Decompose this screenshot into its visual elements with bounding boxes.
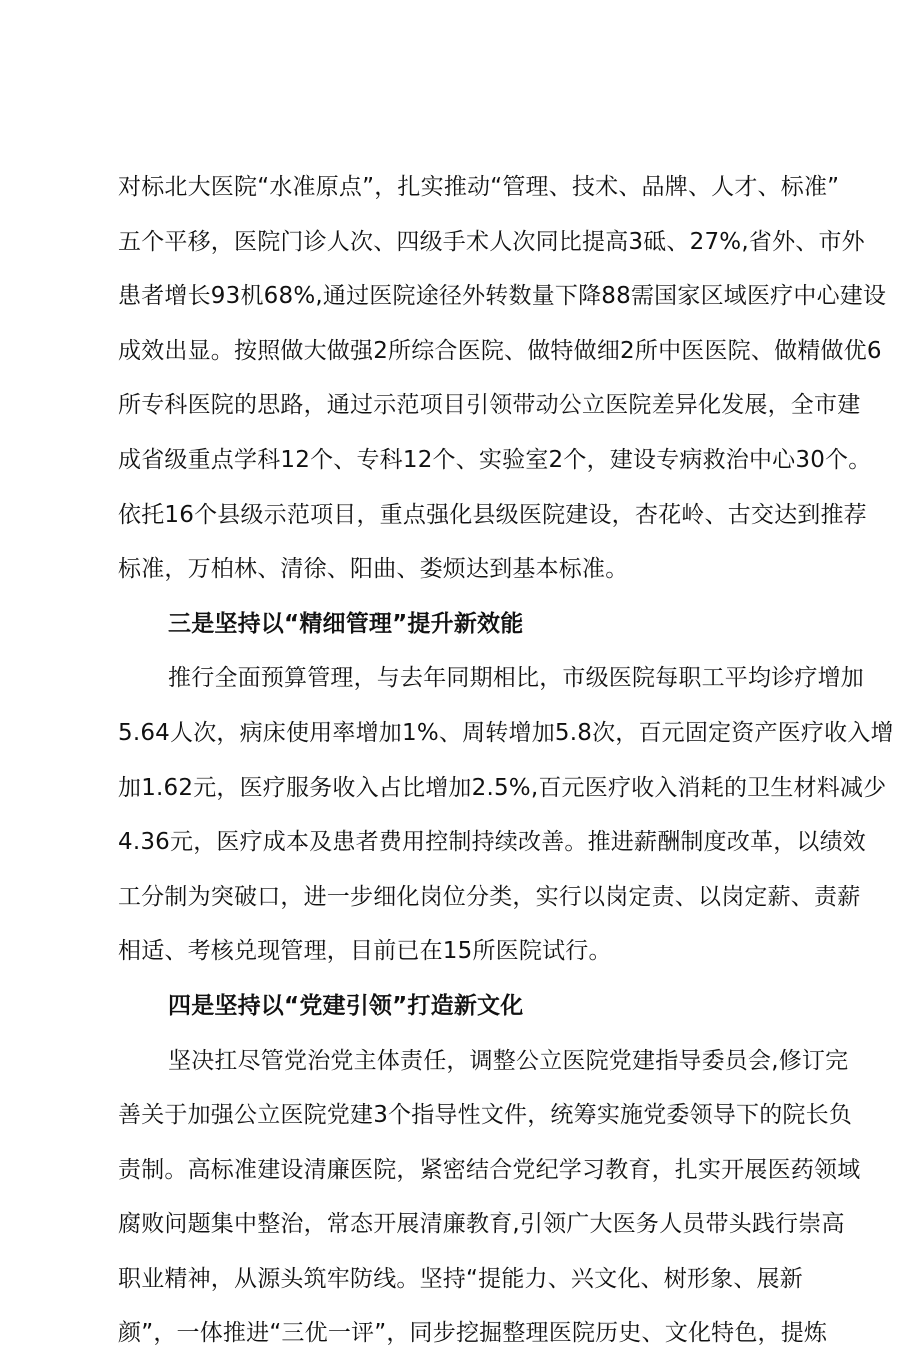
paragraph-line: 颜”，一体推进“三优一评”，同步挖掘整理医院历史、文化特色，提炼	[118, 1320, 828, 1347]
paragraph-line: 坚决扛尽管党治党主体责任，调整公立医院党建指导委员会,修订完	[168, 1047, 849, 1074]
paragraph-line: 工分制为突破口，进一步细化岗位分类，实行以岗定责、以岗定薪、责薪	[118, 883, 861, 910]
paragraph-line: 相适、考核兑现管理，目前已在15所医院试行。	[118, 938, 612, 965]
paragraph-line: 职业精神，从源头筑牢防线。坚持“提能力、兴文化、树形象、展新	[118, 1265, 803, 1292]
paragraph-line: 标准，万柏林、清徐、阳曲、娄烦达到基本标准。	[118, 556, 629, 583]
paragraph-line: 加1.62元，医疗服务收入占比增加2.5%,百元医疗收入消耗的卫生材料减少	[118, 774, 887, 801]
section-heading-4: 四是坚持以“党建引领”打造新文化	[168, 992, 524, 1019]
paragraph-line: 成省级重点学科12个、专科12个、实验室2个，建设专病救治中心30个。	[118, 446, 872, 473]
section-heading-3: 三是坚持以“精细管理”提升新效能	[168, 610, 524, 637]
paragraph-line: 成效出显。按照做大做强2所综合医院、做特做细2所中医医院、做精做优6	[118, 337, 882, 364]
paragraph-line: 5.64人次，病床使用率增加1%、周转增加5.8次，百元固定资产医疗收入增	[118, 719, 894, 746]
paragraph-line: 4.36元，医疗成本及患者费用控制持续改善。推进薪酬制度改革，以绩效	[118, 829, 867, 856]
paragraph-line: 推行全面预算管理，与去年同期相比，市级医院每职工平均诊疗增加	[168, 665, 864, 692]
paragraph-line: 责制。高标准建设清廉医院，紧密结合党纪学习教育，扎实开展医药领域	[118, 1156, 861, 1183]
paragraph-line: 对标北大医院“水准原点”，扎实推动“管理、技术、品牌、人才、标准”	[118, 174, 840, 200]
document-body	[118, 160, 894, 1361]
paragraph-line: 五个平移，医院门诊人次、四级手术人次同比提高3砥、27%,省外、市外	[118, 228, 865, 255]
paragraph-line: 善关于加强公立医院党建3个指导性文件，统筹实施党委领导下的院长负	[118, 1102, 853, 1129]
paragraph-line: 患者增长93机68%,通过医院途径外转数量下降88需国家区域医疗中心建设	[118, 283, 887, 310]
paragraph-line: 腐败问题集中整治，常态开展清廉教育,引领广大医务人员带头践行崇高	[118, 1211, 845, 1238]
paragraph-line: 依托16个县级示范项目，重点强化县级医院建设，杏花岭、古交达到推荐	[118, 501, 867, 528]
paragraph-line: 所专科医院的思路，通过示范项目引领带动公立医院差异化发展，全市建	[118, 392, 861, 419]
